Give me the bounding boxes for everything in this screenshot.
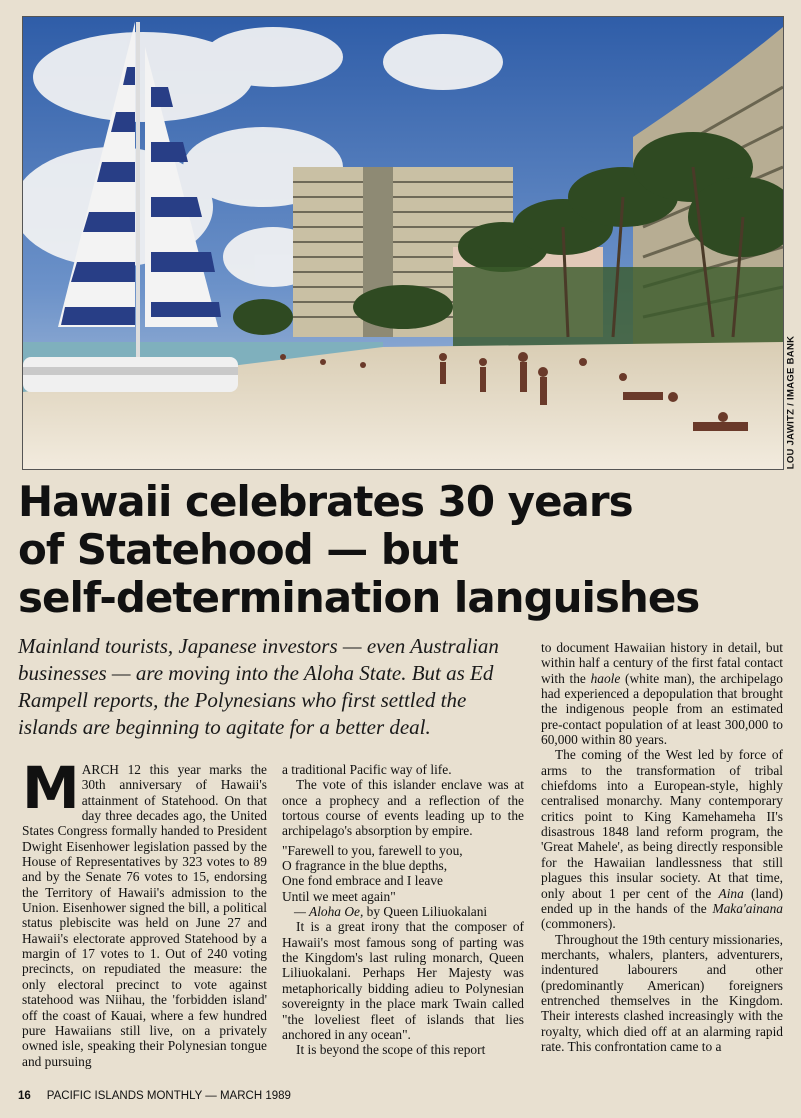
text-run: (land) ended up in the hands of the — [541, 885, 783, 916]
running-title: PACIFIC ISLANDS MONTHLY — MARCH 1989 — [46, 1090, 291, 1102]
opening-paragraph — [22, 754, 267, 1069]
song-verse — [282, 843, 524, 904]
drop-cap: M — [22, 754, 78, 822]
text-run: The coming of the West led by force of arms to the transformation of tribal chiefdoms into a European-style, highly centralised monarchy. Many contemporary critics point to King Kamehameha II's disastrous 1848 land reform program, the 'Great Mahele', as being directly responsible for the Hawaiian landlessness that still plagues this insular society. At that time, only about 1 per cent of the — [541, 747, 783, 901]
headline-line-3: self-determination languishes — [18, 573, 700, 622]
verse-line: Until we meet again" — [282, 888, 396, 904]
page-footer — [18, 1090, 291, 1102]
song-author: by Queen Liliuokalani — [363, 904, 488, 920]
headline-line-2: of Statehood — but — [18, 525, 458, 574]
paragraph: It is a great irony that the composer of Hawaii's most famous song of parting was the Kingdom's last ruling monarch, Queen Liliuokalani. Perhaps Her Majesty was metaphorically bidding adieu to Polynesian sovereignty in the place mark Twain called "the loveliest fleet of islands that lies anchored in any ocean". — [282, 919, 524, 1042]
verse-line: O fragrance in the blue depths, — [282, 858, 448, 874]
text-run: to document Hawaiian history in detail, but within half a century of the first fatal contact with the — [541, 640, 783, 686]
verse-line: "Farewell to you, farewell to you, — [282, 842, 463, 858]
paragraph — [541, 640, 783, 747]
text-run: (commoners). — [541, 916, 616, 932]
italic-term: Aina — [718, 885, 744, 901]
verse-line: One fond embrace and I leave — [282, 873, 443, 889]
headline-line-1: Hawaii celebrates 30 years — [18, 477, 633, 526]
standfirst: Mainland tourists, Japanese investors — even Australian businesses — are moving into the Aloha State. But as Ed Rampell reports, the Polynesians who first settled the islands are beginning to agitate for a better deal. — [18, 634, 499, 739]
italic-term: haole — [590, 670, 621, 686]
text-run: (white man), the archipelago had experienced a depopulation that brought the indigenous people from an estimated pre-contact population of at least 300,000 to 60,000 within 80 years. — [541, 670, 783, 748]
page-number: 16 — [18, 1090, 31, 1102]
italic-term: Maka'ainana — [712, 900, 783, 916]
verse-attribution — [282, 904, 524, 919]
article-column-2 — [282, 762, 524, 1058]
paragraph: Throughout the 19th century missionaries, merchants, whalers, planters, adventurers, indentured labourers and other (predominantly American) foreigners entrenched themselves in the Kingdom. Their interests clashed increasingly with the royalty, which died off at an alarming rapid rate. This confrontation came to a — [541, 931, 783, 1054]
waikiki-beach-image — [23, 17, 783, 469]
article-column-1 — [22, 754, 267, 1069]
beach-photo — [22, 16, 784, 470]
song-title: — Aloha Oe, — [294, 904, 364, 920]
paragraph: a traditional Pacific way of life. — [282, 762, 452, 777]
paragraph: The vote of this islander enclave was at once a prophecy and a reflection of the tortous course of events leading up to the archipelago's absorption by empire. — [282, 777, 524, 839]
photo-credit: LOU JAWITZ / IMAGE BANK — [785, 335, 797, 470]
headline — [18, 478, 788, 622]
opening-text: ARCH 12 this year marks the 30th anniversary of Hawaii's attainment of Statehood. On that day three decades ago, the United States Congress formally handed to President Dwight Eisenhower legislation passed by the House of Representatives by 323 votes to 89 and by the Senate 76 votes to 15, endorsing the Territory of Hawaii's admission to the Union. Eisenhower signed the bill, a political status plebiscite was held on June 27 and Hawaii's electorate approved Statehood by a margin of 17 votes to 1. Out of 240 voting precincts, on repudiated the measure: the only electoral precinct to vote against statehood was Niihau, the 'forbidden island' off the coast of Kauai, where a few hundred pure Hawaiians still live, on a privately owned isle, speaking their Polynesian tongue and pursuing — [22, 762, 267, 1069]
article-column-3 — [541, 640, 783, 1054]
paragraph — [541, 747, 783, 931]
paragraph: It is beyond the scope of this report — [296, 1042, 486, 1058]
